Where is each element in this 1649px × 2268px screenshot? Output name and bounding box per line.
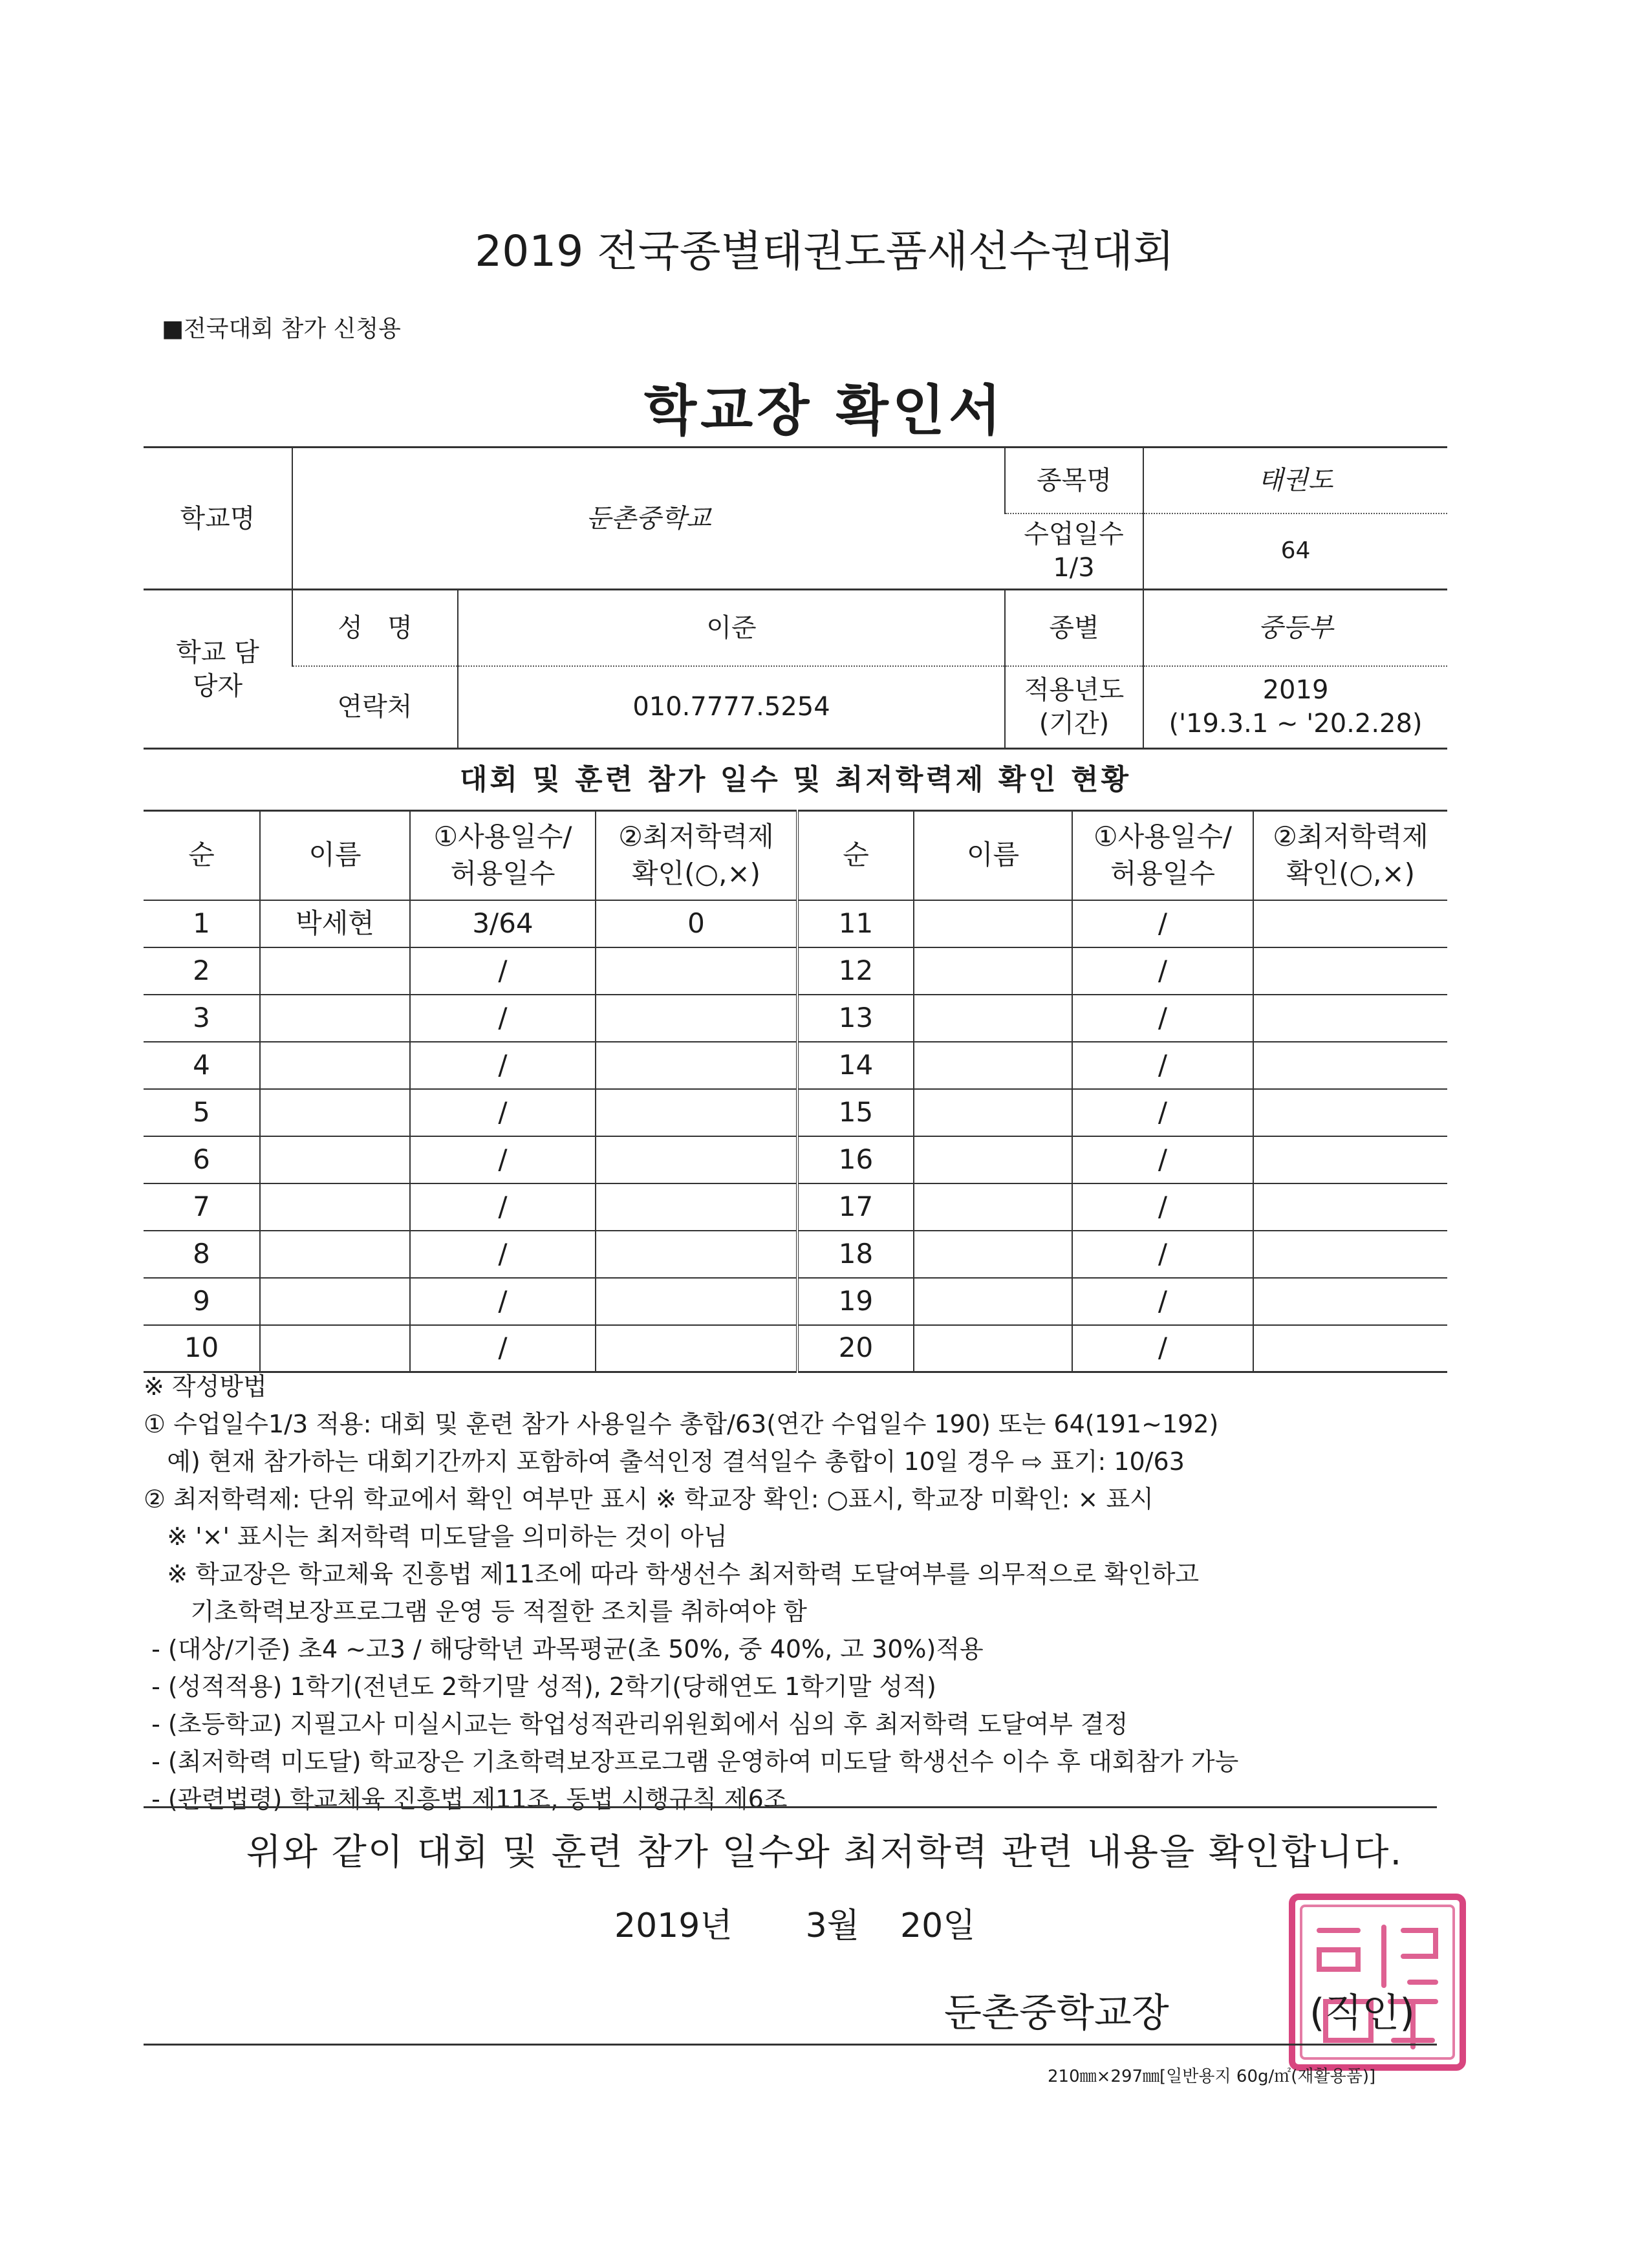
period-label: 적용년도 (기간) bbox=[1005, 666, 1143, 749]
bottom-divider bbox=[144, 2044, 1437, 2046]
header-days: ①사용일수/ 허용일수 bbox=[410, 811, 596, 900]
row-no-2: 16 bbox=[797, 1136, 914, 1183]
table-row bbox=[144, 900, 1447, 947]
class-days-label: 수업일수 1/3 bbox=[1005, 513, 1143, 590]
school-name-label: 학교명 bbox=[180, 503, 255, 534]
header-check: ②최저학력제 확인(○,×) bbox=[596, 811, 797, 900]
row-no: 2 bbox=[144, 947, 260, 995]
row-name-2 bbox=[914, 1278, 1072, 1325]
period-range: ('19.3.1 ~ '20.2.28) bbox=[1169, 709, 1423, 739]
row-name bbox=[260, 1136, 410, 1183]
row-check bbox=[596, 1089, 797, 1136]
school-name-value: 둔촌중학교 bbox=[292, 448, 1005, 590]
row-no-2: 17 bbox=[797, 1183, 914, 1231]
row-days-2: / bbox=[1072, 1278, 1253, 1325]
division-value: 중등부 bbox=[1143, 590, 1447, 666]
row-no: 10 bbox=[144, 1325, 260, 1372]
header-name-2: 이름 bbox=[914, 811, 1072, 900]
note-line: - (성적적용) 1학기(전년도 2학기말 성적), 2학기(당해연도 1학기말 성적) bbox=[144, 1672, 936, 1701]
row-days: / bbox=[410, 1183, 596, 1231]
note-line: ※ 학교장은 학교체육 진흥법 제11조에 따라 학생선수 최저학력 도달여부를 의무적으로 확인하고 bbox=[144, 1560, 1200, 1588]
date-day: 20일 bbox=[900, 1906, 976, 1945]
row-check bbox=[596, 947, 797, 995]
row-check bbox=[596, 1136, 797, 1183]
row-name-2 bbox=[914, 1183, 1072, 1231]
row-days-2: / bbox=[1072, 900, 1253, 947]
header-no-2: 순 bbox=[797, 811, 914, 900]
row-days: / bbox=[410, 947, 596, 995]
note-line: ① 수업일수1/3 적용: 대회 및 훈련 참가 사용일수 총합/63(연간 수업일수 190) 또는 64(191~192) bbox=[144, 1410, 1219, 1438]
paper-spec: 210㎜×297㎜[일반용지 60g/㎡(재활용품)] bbox=[1048, 2067, 1376, 2086]
row-days: / bbox=[410, 1042, 596, 1089]
row-no: 7 bbox=[144, 1183, 260, 1231]
note-line: 예) 현재 참가하는 대회기간까지 포함하여 출석인정 결석일수 총합이 10일 경우 ⇨ 표기: 10/63 bbox=[144, 1447, 1185, 1476]
row-no: 6 bbox=[144, 1136, 260, 1183]
writing-notes bbox=[144, 1368, 1476, 1818]
header-check-2: ②최저학력제 확인(○,×) bbox=[1253, 811, 1447, 900]
manager-name-label: 성 명 bbox=[292, 590, 458, 666]
info-table bbox=[144, 446, 1447, 750]
row-days-2: / bbox=[1072, 1183, 1253, 1231]
row-days: / bbox=[410, 1231, 596, 1278]
row-days: / bbox=[410, 995, 596, 1042]
row-days: / bbox=[410, 1136, 596, 1183]
manager-name-value: 이준 bbox=[458, 590, 1005, 666]
row-check bbox=[596, 1231, 797, 1278]
row-check-2 bbox=[1253, 1278, 1447, 1325]
header-name: 이름 bbox=[260, 811, 410, 900]
header-days-2: ①사용일수/ 허용일수 bbox=[1072, 811, 1253, 900]
division-label: 종별 bbox=[1005, 590, 1143, 666]
row-days-2: / bbox=[1072, 1089, 1253, 1136]
row-check-2 bbox=[1253, 1136, 1447, 1183]
row-no-2: 15 bbox=[797, 1089, 914, 1136]
row-no-2: 18 bbox=[797, 1231, 914, 1278]
note-line: - (초등학교) 지필고사 미실시교는 학업성적관리위원회에서 심의 후 최저학력 도달여부 결정 bbox=[144, 1710, 1128, 1738]
row-check bbox=[596, 1042, 797, 1089]
row-days: / bbox=[410, 1278, 596, 1325]
row-check-2 bbox=[1253, 947, 1447, 995]
row-no-2: 20 bbox=[797, 1325, 914, 1372]
row-name bbox=[260, 1089, 410, 1136]
roster-table bbox=[144, 810, 1447, 1373]
class-days-value: 64 bbox=[1143, 513, 1447, 590]
row-days-2: / bbox=[1072, 995, 1253, 1042]
row-no-2: 11 bbox=[797, 900, 914, 947]
row-name-2 bbox=[914, 947, 1072, 995]
row-days: 3/64 bbox=[410, 900, 596, 947]
row-days-2: / bbox=[1072, 1325, 1253, 1372]
row-name bbox=[260, 1231, 410, 1278]
manager-label: 학교 담당자 bbox=[144, 590, 292, 749]
note-line: ② 최저학력제: 단위 학교에서 확인 여부만 표시 ※ 학교장 확인: ○표시, 학교장 미확인: × 표시 bbox=[144, 1485, 1154, 1513]
row-no: 1 bbox=[144, 900, 260, 947]
seal-label: (직인) bbox=[1310, 1991, 1415, 2036]
row-check-2 bbox=[1253, 995, 1447, 1042]
row-name-2 bbox=[914, 1231, 1072, 1278]
divider bbox=[144, 1806, 1437, 1808]
row-name bbox=[260, 1042, 410, 1089]
table-row bbox=[144, 1231, 1447, 1278]
contact-value: 010.7777.5254 bbox=[458, 666, 1005, 749]
date-year: 2019년 bbox=[614, 1906, 733, 1945]
sport-label: 종목명 bbox=[1005, 448, 1143, 513]
row-name bbox=[260, 995, 410, 1042]
row-name-2 bbox=[914, 995, 1072, 1042]
table-row bbox=[144, 947, 1447, 995]
sport-value: 태권도 bbox=[1143, 448, 1447, 513]
row-name-2 bbox=[914, 900, 1072, 947]
section-title: 대회 및 훈련 참가 일수 및 최저학력제 확인 현황 bbox=[459, 763, 1132, 796]
row-name bbox=[260, 1183, 410, 1231]
period-year: 2019 bbox=[1262, 675, 1329, 706]
row-no: 8 bbox=[144, 1231, 260, 1278]
row-no-2: 14 bbox=[797, 1042, 914, 1089]
note-line: 기초학력보장프로그램 운영 등 적절한 조치를 취하여야 함 bbox=[144, 1597, 807, 1626]
contact-label: 연락처 bbox=[292, 666, 458, 749]
row-check-2 bbox=[1253, 900, 1447, 947]
row-no: 3 bbox=[144, 995, 260, 1042]
row-days-2: / bbox=[1072, 1231, 1253, 1278]
row-no: 9 bbox=[144, 1278, 260, 1325]
row-name bbox=[260, 947, 410, 995]
row-check-2 bbox=[1253, 1325, 1447, 1372]
table-row bbox=[144, 1089, 1447, 1136]
row-no-2: 13 bbox=[797, 995, 914, 1042]
note-line: ※ '×' 표시는 최저학력 미도달을 의미하는 것이 아님 bbox=[144, 1522, 727, 1551]
table-row bbox=[144, 1278, 1447, 1325]
row-check-2 bbox=[1253, 1089, 1447, 1136]
issue-date bbox=[614, 1898, 975, 1947]
row-name-2 bbox=[914, 1089, 1072, 1136]
row-days-2: / bbox=[1072, 1136, 1253, 1183]
event-title: 2019 전국종별태권도품새선수권대회 bbox=[475, 226, 1174, 276]
date-month: 3월 bbox=[805, 1906, 859, 1945]
header-no: 순 bbox=[188, 839, 215, 871]
row-days-2: / bbox=[1072, 1042, 1253, 1089]
row-no: 4 bbox=[144, 1042, 260, 1089]
row-no-2: 12 bbox=[797, 947, 914, 995]
row-days: / bbox=[410, 1089, 596, 1136]
row-name-2 bbox=[914, 1042, 1072, 1089]
row-no-2: 19 bbox=[797, 1278, 914, 1325]
row-name bbox=[260, 1278, 410, 1325]
row-name-2 bbox=[914, 1136, 1072, 1183]
note-line: - (대상/기준) 초4 ~고3 / 해당학년 과목평균(초 50%, 중 40%, 고 30%)적용 bbox=[144, 1635, 984, 1663]
note-line: - (관련법령) 학교체육 진흥법 제11조, 동법 시행규칙 제6조 bbox=[144, 1785, 788, 1813]
row-days-2: / bbox=[1072, 947, 1253, 995]
row-check bbox=[596, 995, 797, 1042]
row-no: 5 bbox=[144, 1089, 260, 1136]
table-row bbox=[144, 995, 1447, 1042]
table-row bbox=[144, 1042, 1447, 1089]
table-row bbox=[144, 1136, 1447, 1183]
row-check-2 bbox=[1253, 1183, 1447, 1231]
school-head-signature: 둔촌중학교장 bbox=[944, 1991, 1169, 2036]
row-check bbox=[596, 1278, 797, 1325]
note-line: - (최저학력 미도달) 학교장은 기초학력보장프로그램 운영하여 미도달 학생선수 이수 후 대회참가 가능 bbox=[144, 1747, 1239, 1776]
period-value bbox=[1143, 666, 1447, 749]
row-days: / bbox=[410, 1325, 596, 1372]
row-check-2 bbox=[1253, 1231, 1447, 1278]
table-row bbox=[144, 1183, 1447, 1231]
usage-tag: ■전국대회 참가 신청용 bbox=[162, 316, 401, 342]
row-check: 0 bbox=[596, 900, 797, 947]
row-name bbox=[260, 1325, 410, 1372]
note-line: ※ 작성방법 bbox=[144, 1372, 267, 1401]
row-check bbox=[596, 1325, 797, 1372]
row-name-2 bbox=[914, 1325, 1072, 1372]
confirmation-statement: 위와 같이 대회 및 훈련 참가 일수와 최저학력 관련 내용을 확인합니다. bbox=[246, 1831, 1403, 1874]
table-row bbox=[144, 1325, 1447, 1372]
row-check bbox=[596, 1183, 797, 1231]
row-name: 박세현 bbox=[260, 900, 410, 947]
document-title: 학교장 확인서 bbox=[643, 379, 1006, 442]
row-check-2 bbox=[1253, 1042, 1447, 1089]
